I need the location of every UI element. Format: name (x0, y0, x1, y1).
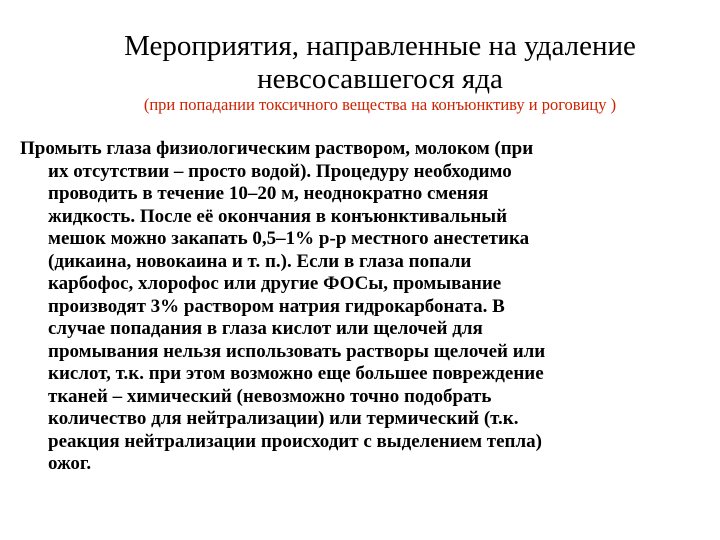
body-line: промывания нельзя использовать растворы щелочей или (48, 340, 546, 362)
body-line: случае попадания в глаза кислот или щелочей для (48, 318, 483, 339)
body-line: ожог. (48, 453, 92, 474)
body-line: мешок можно закапать 0,5–1% р-р местного анестетика (48, 228, 530, 249)
body-line: количество для нейтрализации) или термический (т.к. (48, 408, 519, 429)
body-line: кислот, т.к. при этом возможно еще большее повреждение (48, 363, 544, 384)
body-line: карбофос, хлорофос или другие ФОСы, промывание (48, 273, 502, 294)
slide-subtitle: (при попадании токсичного вещества на конъюнктиву и роговицу ) (143, 95, 617, 114)
body-line: их отсутствии – просто водой). Процедуру необходимо (48, 160, 512, 182)
body-line: Промыть глаза физиологическим раствором, молоком (при (20, 138, 534, 159)
body-line: тканей – химический (невозможно точно подобрать (48, 385, 492, 407)
body-line: проводить в течение 10–20 м, неоднократно сменяя (48, 183, 489, 204)
slide-title (40, 30, 720, 96)
slide-title-line-2: невсосавшегося яда (257, 63, 503, 95)
body-line: жидкость. После её окончания в конъюнктивальный (48, 205, 508, 227)
slide-title-line-1: Мероприятия, направленные на удаление (124, 30, 636, 62)
slide-body-paragraph (20, 138, 710, 476)
body-line: реакция нейтрализации происходит с выделением тепла) (48, 430, 542, 452)
body-line: (дикаина, новокаина и т. п.). Если в глаза попали (48, 250, 472, 272)
body-line: производят 3% раствором натрия гидрокарбоната. В (48, 295, 505, 317)
